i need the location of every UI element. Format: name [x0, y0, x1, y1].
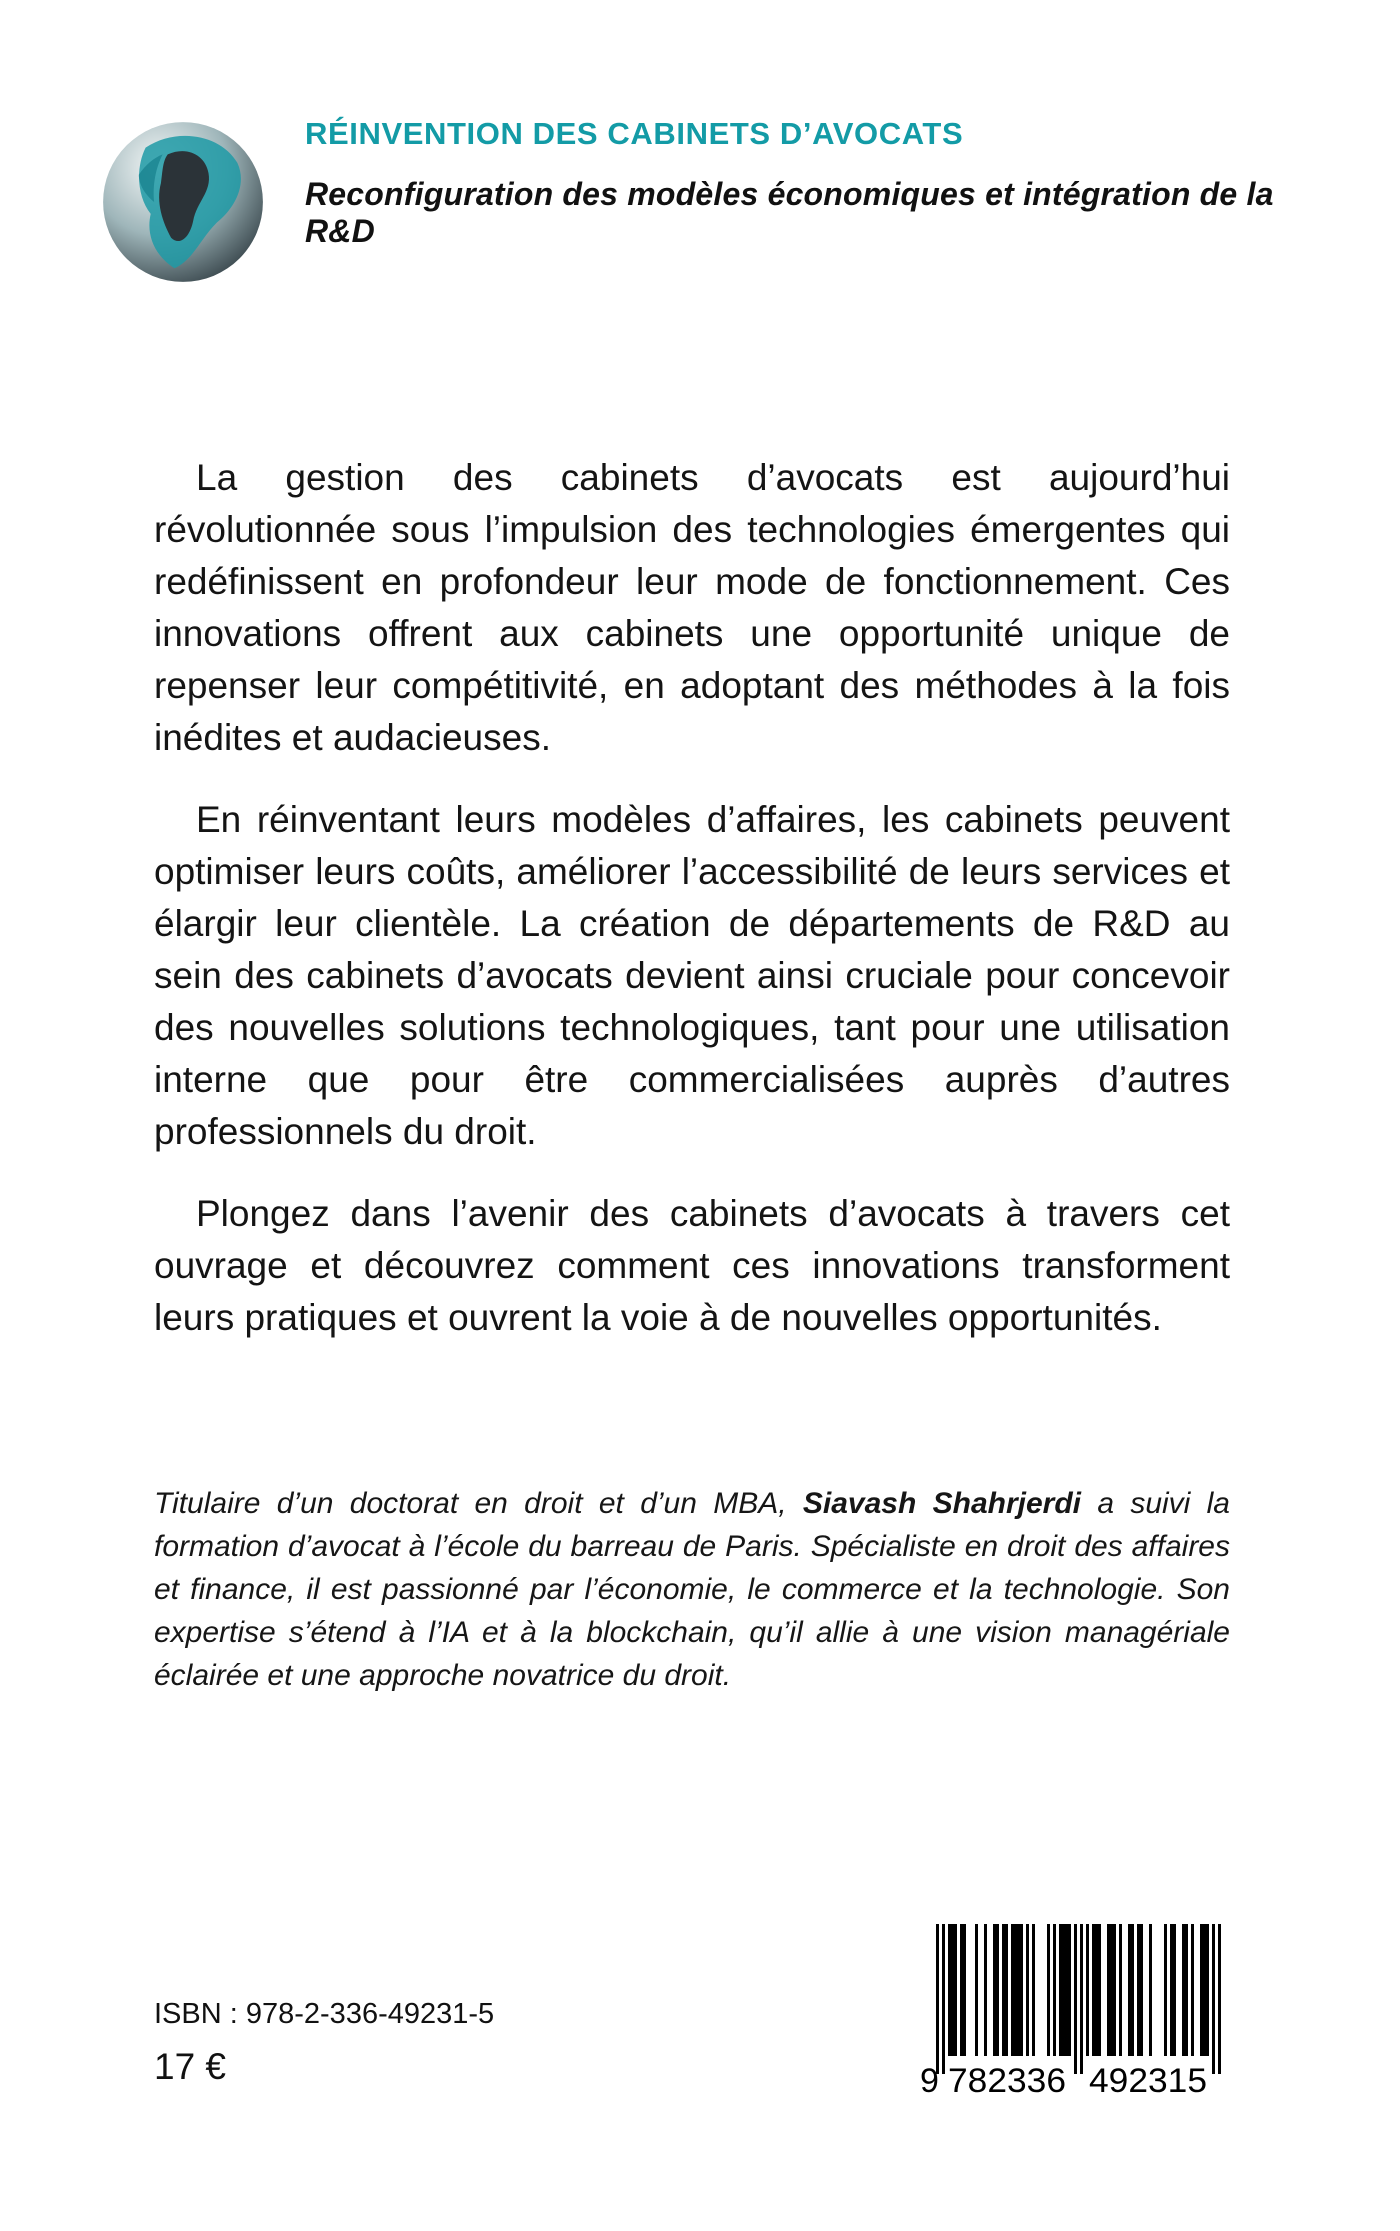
isbn-label: ISBN : 978-2-336-49231-5: [154, 1998, 495, 2030]
back-cover-text: [154, 452, 1230, 1374]
author-name: Siavash Shahrjerdi: [802, 1487, 1081, 1520]
book-title: RÉINVENTION DES CABINETS D’AVOCATS: [305, 116, 964, 151]
header: [305, 116, 1305, 250]
globe-icon: [98, 112, 268, 292]
barcode-icon: [920, 1924, 1232, 2098]
bio-text-after: a suivi la formation d’avocat à l’école du barreau de Paris. Spécialiste en droit des affaires et finance, il est passionné par l’économie, le commerce et la technologie. Son expertise s’étend à l’IA et à la blockchain, qu’il allie à une vision managériale éclairée et une approche novatrice du droit.: [154, 1487, 1230, 1692]
bio-text-before: Titulaire d’un doctorat en droit et d’un MBA,: [154, 1487, 803, 1520]
price-label: 17 €: [154, 2046, 227, 2087]
svg-text:492315: 492315: [1089, 2062, 1207, 2098]
svg-text:9: 9: [920, 2062, 939, 2098]
book-subtitle: Reconfiguration des modèles économiques et intégration de la R&D: [305, 176, 1274, 249]
paragraph-2: En réinventant leurs modèles d’affaires, les cabinets peuvent optimiser leurs coûts, améliorer l’accessibilité de leurs services et élargir leur clientèle. La création de départements de R&D au sein des cabinets d’avocats devient ainsi cruciale pour concevoir des nouvelles solutions technologiques, tant pour une utilisation interne que pour être commercialisées auprès d’autres professionnels du droit.: [154, 799, 1230, 1152]
paragraph-1: La gestion des cabinets d’avocats est aujourd’hui révolutionnée sous l’impulsion des technologies émergentes qui redéfinissent en profondeur leur mode de fonctionnement. Ces innovations offrent aux cabinets une opportunité unique de repenser leur compétitivité, en adoptant des méthodes à la fois inédites et audacieuses.: [154, 457, 1230, 758]
author-bio: [154, 1482, 1230, 1697]
ean13-barcode: [920, 1924, 1232, 2098]
paragraph-3: Plongez dans l’avenir des cabinets d’avocats à travers cet ouvrage et découvrez comment ces innovations transforment leurs pratiques et ouvrent la voie à de nouvelles opportunités.: [154, 1193, 1230, 1338]
publisher-globe-logo: [98, 112, 268, 292]
svg-text:782336: 782336: [948, 2062, 1066, 2098]
